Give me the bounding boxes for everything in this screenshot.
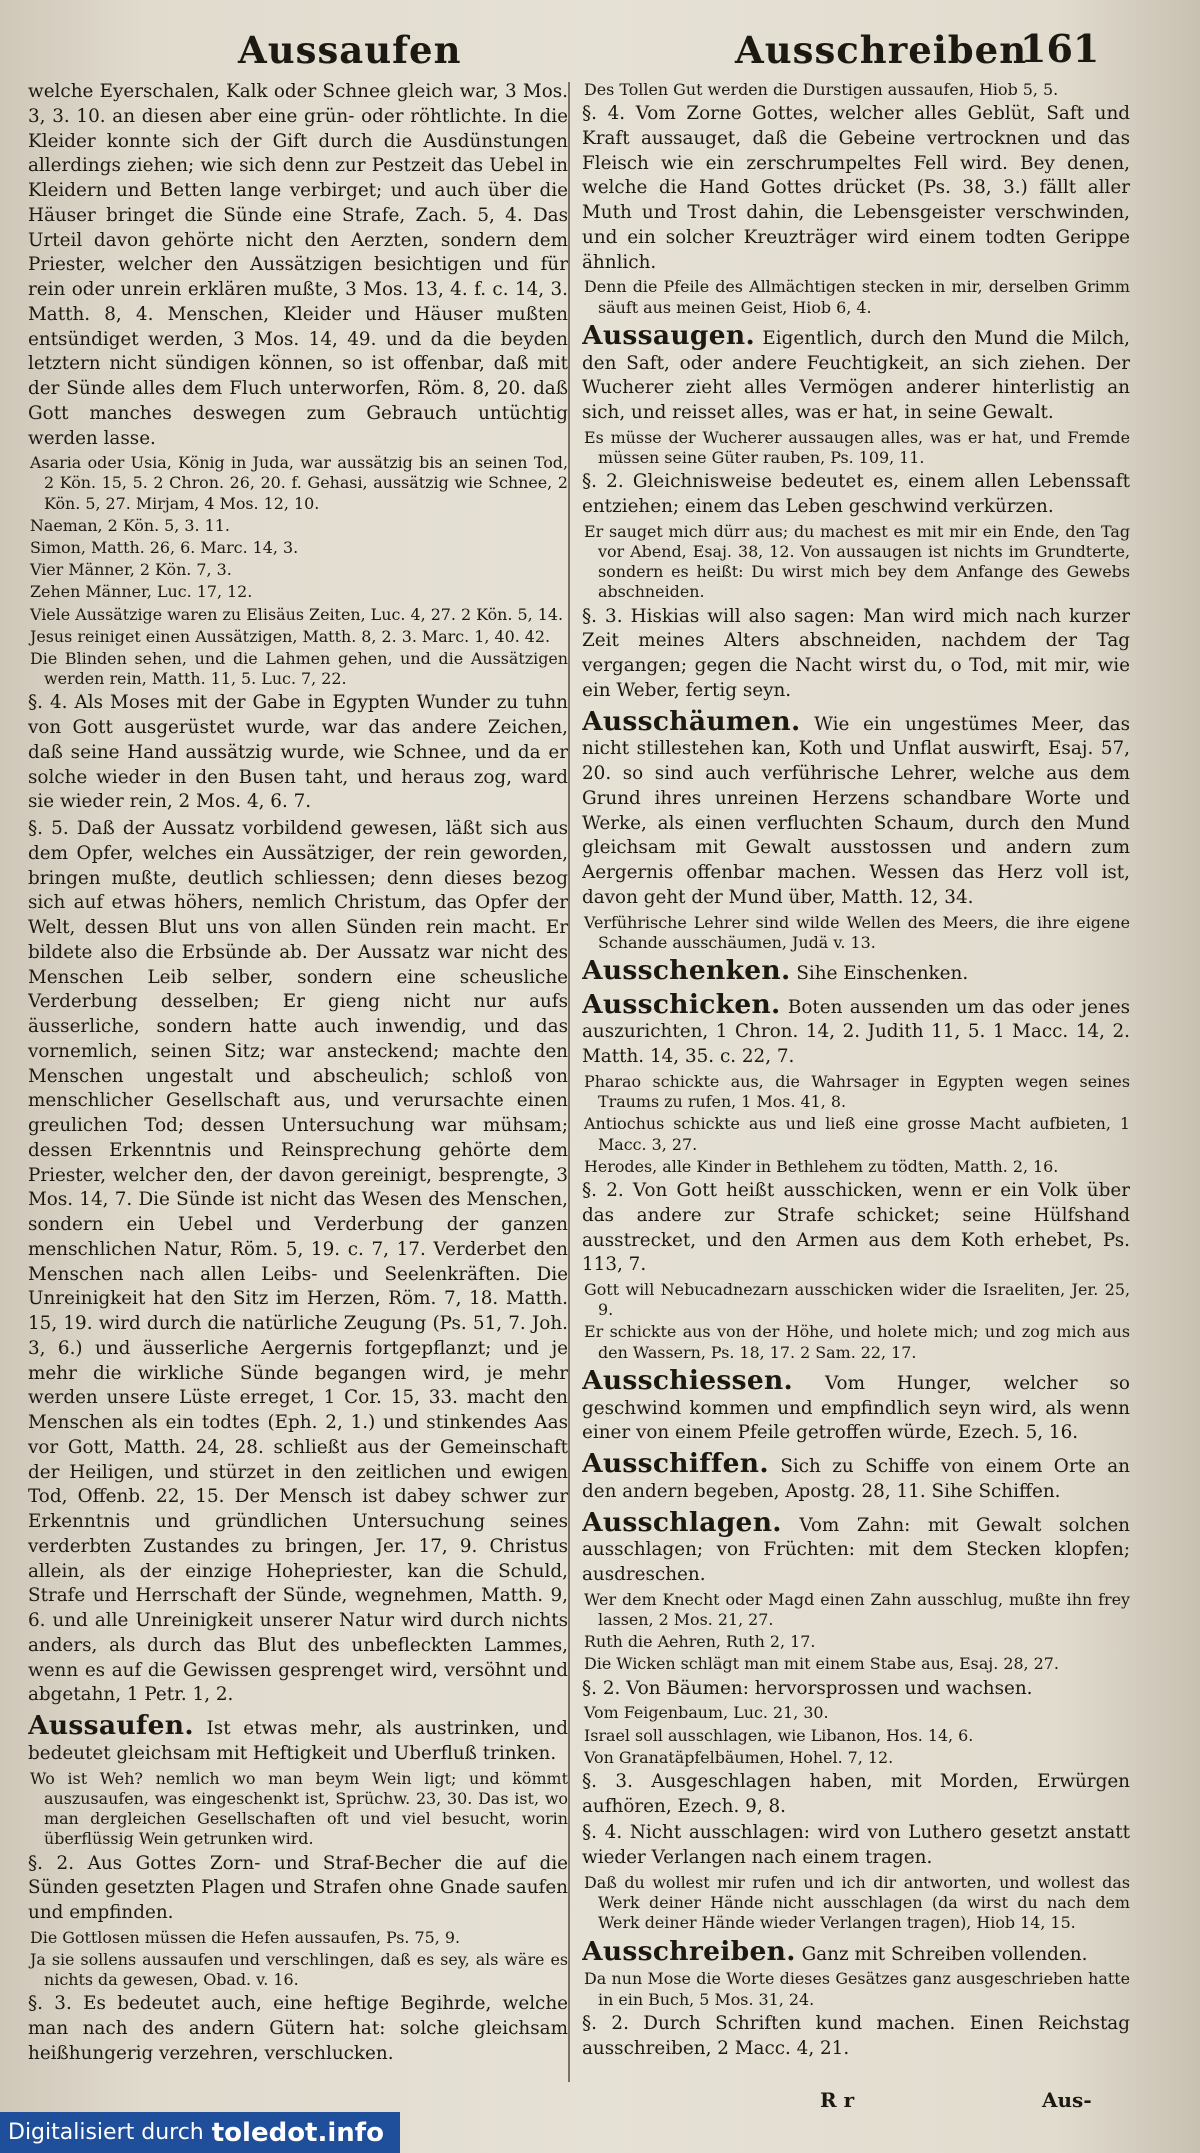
- entry-headword: Ausschenken.: [582, 954, 791, 986]
- dictionary-entry: [582, 1448, 1130, 1505]
- dictionary-entry: [582, 954, 1130, 987]
- entry-headword: Ausschiessen.: [582, 1364, 794, 1396]
- bible-citation: Ruth die Aehren, Ruth 2, 17.: [584, 1632, 816, 1652]
- entry-definition: Vom Hunger, welcher so geschwind kommen und empfindlich seyn wird, als wenn einer von einem Pfeile getroffen würde, Ezech. 5, 16.: [582, 1372, 1130, 1444]
- body-paragraph: §. 3. Ausgeschlagen haben, mit Morden, Erwürgen aufhören, Ezech. 9, 8.: [582, 1770, 1130, 1817]
- bible-citation: Wer dem Knecht oder Magd einen Zahn ausschlug, mußte ihn frey lassen, 2 Mos. 21, 27.: [584, 1589, 1130, 1630]
- bible-citation: Da nun Mose die Worte dieses Gesätzes ganz ausgeschrieben hatte in ein Buch, 5 Mos. 31, 24.: [584, 1969, 1130, 2009]
- dictionary-entry: [582, 1364, 1130, 1446]
- entry-definition: Sich zu Schiffe von einem Orte an den andern begeben, Apostg. 28, 11. Sihe Schiffen.: [582, 1456, 1130, 1502]
- body-paragraph: §. 2. Aus Gottes Zorn- und Straf-Becher die auf die Sünden gesetzten Plagen und Strafen ohne Gnade saufen und empfinden.: [28, 1852, 568, 1924]
- bible-citation: Die Gottlosen müssen die Hefen aussaufen, Ps. 75, 9.: [30, 1927, 461, 1947]
- dictionary-entry: [28, 1710, 568, 1767]
- bible-citation: Simon, Matth. 26, 6. Marc. 14, 3.: [30, 538, 299, 558]
- bible-citation: Es müsse der Wucherer aussaugen alles, was er hat, und Fremde müssen seine Güter rauben, Ps. 109, 11.: [584, 427, 1130, 468]
- body-paragraph: §. 4. Als Moses mit der Gabe in Egypten Wunder zu tuhn von Gott ausgerüstet wurde, war das andere Zeichen, daß seine Hand aussätzig wurde, wie Schnee, und da er solche wieder in den Busen taht, und heraus zog, ward sie wieder rein, 2 Mos. 4, 6. 7.: [28, 692, 568, 813]
- body-paragraph: §. 3. Hiskias will also sagen: Man wird mich nach kurzer Zeit meines Alters abschneiden, nachdem der Tag vergangen; gegen die Nacht wirst du, o Tod, mit mir, wie ein Weber, fertig seyn.: [582, 605, 1130, 701]
- dictionary-entry: [582, 1506, 1130, 1588]
- entry-headword: Aussaugen.: [582, 319, 755, 351]
- bible-citation: Die Wicken schlägt man mit einem Stabe aus, Esaj. 28, 27.: [584, 1654, 1059, 1674]
- catchword: Aus-: [1042, 2088, 1092, 2112]
- digitization-watermark: [0, 2112, 400, 2153]
- body-paragraph: welche Eyerschalen, Kalk oder Schnee gleich war, 3 Mos. 3, 3. 10. an diesen aber eine grün- oder röhtlichte. In die Kleider konnte sich der Gift durch die Ausdünstungen allerdings ziehen; wie sich denn zur Pestzeit das Uebel in Kleidern und Betten lange verbirget; und auch über die Häuser bringet die Sünde eine Strafe, Zach. 5, 4. Das Urteil davon gehörte nicht den Aerzten, sondern dem Priester, welcher den Aussätzigen besichtigen und für rein oder unrein erklären mußte, 3 Mos. 13, 4. f. c. 14, 3. Matth. 8, 4. Menschen, Kleider und Häuser mußten entsündiget werden, 3 Mos. 14, 49. und da die beyden letztern nicht sündigen können, so ist offenbar, daß mit der Sünde alles dem Fluch unterworfen, Röm. 8, 20. daß Gott manches deswegen zum Gebrauch untüchtig werden lasse.: [28, 81, 568, 449]
- bible-citation: Jesus reiniget einen Aussätzigen, Matth. 8, 2. 3. Marc. 1, 40. 42.: [30, 626, 551, 646]
- bible-citation: Er sauget mich dürr aus; du machest es mit mir ein Ende, den Tag vor Abend, Esaj. 38, 12. Von aussaugen ist nichts im Grundterte, sondern es heißt: Du wirst mich bey dem Anfange des Gewebs abschneiden.: [584, 521, 1130, 602]
- bible-citation: Daß du wollest mir rufen und ich dir antworten, und wollest das Werk deiner Hände nicht ausschlagen (da wirst du nach dem Werk deiner Hände wieder Verlangen tragen), Hiob 14, 15.: [584, 1872, 1130, 1933]
- bible-citation: Israel soll ausschlagen, wie Libanon, Hos. 14, 6.: [584, 1725, 974, 1745]
- dictionary-entry: [582, 705, 1130, 911]
- bible-citation: Pharao schickte aus, die Wahrsager in Egypten wegen seines Traums zu rufen, 1 Mos. 41, 8.: [584, 1071, 1130, 1112]
- entry-definition: Wie ein ungestümes Meer, das nicht stillestehen kan, Koth und Unflat auswirft, Esaj. 57, 20. so sind auch verführische Lehrer, welche aus dem Grund ihres unreinen Herzens schandbare Worte und Werke, als einen verfluchten Schaum, durch den Mund gleichsam mit Gewalt ausstossen und andern zum Aergernis offenbar machen. Wessen das Herz voll ist, davon geht der Mund über, Matth. 12, 34.: [582, 713, 1130, 908]
- entry-definition: Vom Zahn: mit Gewalt solchen ausschlagen; von Früchten: mit dem Stecken klopfen; ausdreschen.: [582, 1514, 1130, 1586]
- body-paragraph: §. 2. Gleichnisweise bedeutet es, einem allen Lebenssaft entziehen; einem das Leben geschwind verkürzen.: [582, 471, 1130, 518]
- watermark-prefix: Digitalisiert durch: [8, 2120, 204, 2145]
- entry-definition: Boten aussenden um das oder jenes auszurichten, 1 Chron. 14, 2. Judith 11, 5. 1 Macc. 14, 2. Matth. 14, 35. c. 22, 7.: [582, 996, 1130, 1068]
- body-paragraph: §. 5. Daß der Aussatz vorbildend gewesen, läßt sich aus dem Opfer, welches ein Aussätziger, der rein geworden, bringen mußte, deutlich schliessen; denn dieses bezog sich auf etwas höhers, nemlich Christum, das Opfer der Welt, dessen Blut uns von allen Sünden rein macht. Er bildete also die Erbsünde ab. Der Aussatz war nicht des Menschen Leib selber, sondern eine scheusliche Verderbung desselben; Er gieng nicht nur aufs äusserliche, sondern hatte auch inwendig, und das vornemlich, seinen Sitz; war ansteckend; machte den Menschen ungestalt und abscheulich; schloß von menschlicher Gesellschaft aus, und verursachte einen greulichen Tod; dessen Untersuchung war mühsam; dessen Erkenntnis und Reinsprechung gehörte dem Priester, welcher den, der davon gereinigt, besprengte, 3 Mos. 14, 7. Die Sünde ist nicht das Wesen des Menschen, sondern ein Uebel und Verderbung der ganzen menschlichen Natur, Röm. 5, 19. c. 7, 17. Verderbet den Menschen nach allen Leibs- und Seelenkräften. Die Unreinigkeit hat den Sitz im Herzen, Röm. 7, 18. Matth. 15, 19. wird durch die natürliche Zeugung (Ps. 51, 7. Joh. 3, 6.) und äusserliche Aergernis fortgepflanzt; und je mehr die wirkliche Sünde begangen wird, je mehr werden unsere Lüste erreget, 1 Cor. 15, 33. macht den Menschen als ein todtes (Eph. 2, 1.) und stinkendes Aas vor Gott, Matth. 24, 28. schließt aus der Gemeinschaft der Heiligen, und stürzet in den zeitlichen und ewigen Tod, Offenb. 22, 15. Der Mensch ist dabey schwer zur Erkenntnis und gründlichen Untersuchung seines verderbten Zustandes zu bringen, Jer. 17, 9. Christus allein, als der einzige Hohepriester, kan die Schuld, Strafe und Herrschaft der Sünde, wegnehmen, Matth. 9, 6. und alle Unreinigkeit unserer Natur wird durch nichts anders, als durch das Blut des unbefleckten Lammes, wenn es auf die Gewissen gesprenget wird, versöhnt und abgetahn, 1 Petr. 1, 2.: [28, 818, 568, 1706]
- bible-citation: Naeman, 2 Kön. 5, 3. 11.: [30, 515, 230, 535]
- bible-citation: Viele Aussätzige waren zu Elisäus Zeiten, Luc. 4, 27. 2 Kön. 5, 14.: [30, 604, 564, 624]
- entry-headword: Aussaufen.: [28, 1710, 194, 1742]
- bible-citation: Asaria oder Usia, König in Juda, war aussätzig bis an seinen Tod, 2 Kön. 15, 5. 2 Chron. 26, 20. f. Gehasi, aussätzig wie Schnee, 2 Kön. 5, 27. Mirjam, 4 Mos. 12, 10.: [30, 453, 568, 513]
- body-paragraph: §. 2. Durch Schriften kund machen. Einen Reichstag ausschreiben, 2 Macc. 4, 21.: [582, 2012, 1130, 2059]
- dictionary-entry: [582, 319, 1130, 426]
- watermark-brand: toledot.info: [211, 2117, 384, 2148]
- bible-citation: Denn die Pfeile des Allmächtigen stecken in mir, derselben Grimm säuft aus meinen Geist, Hiob 6, 4.: [584, 277, 1130, 317]
- entry-definition: Ganz mit Schreiben vollenden.: [801, 1943, 1088, 1965]
- bible-citation: Des Tollen Gut werden die Durstigen aussaufen, Hiob 5, 5.: [584, 80, 1059, 99]
- body-paragraph: §. 3. Es bedeutet auch, eine heftige Begihrde, welche man nach des andern Gütern hat: solche gleichsam heißhungerig verzehren, verschlucken.: [28, 1993, 568, 2064]
- running-head-middle: Ausschreiben: [735, 28, 1028, 72]
- bible-citation: Vom Feigenbaum, Luc. 21, 30.: [584, 1703, 829, 1723]
- bible-citation: Herodes, alle Kinder in Bethlehem zu tödten, Matth. 2, 16.: [584, 1156, 1059, 1176]
- body-paragraph: §. 2. Von Gott heißt ausschicken, wenn er ein Volk über das andere zur Strafe schicket; seine Hülfshand ausstrecket, und den Armen aus dem Koth erhebet, Ps. 113, 7.: [582, 1180, 1130, 1276]
- page-number: 161: [1020, 26, 1100, 71]
- entry-headword: Ausschiffen.: [582, 1448, 769, 1480]
- entry-headword: Ausschlagen.: [582, 1506, 782, 1538]
- bible-citation: Vier Männer, 2 Kön. 7, 3.: [30, 560, 232, 580]
- bible-citation: Zehen Männer, Luc. 17, 12.: [30, 582, 253, 602]
- left-column: [28, 80, 568, 2080]
- body-paragraph: §. 2. Von Bäumen: hervorsprossen und wachsen.: [582, 1677, 1033, 1699]
- entry-definition: Ist etwas mehr, als austrinken, und bedeutet gleichsam mit Heftigkeit und Uberfluß trinken.: [28, 1718, 568, 1764]
- bible-citation: Die Blinden sehen, und die Lahmen gehen, und die Aussätzigen werden rein, Matth. 11, 5. Luc. 7, 22.: [30, 649, 568, 689]
- dictionary-entry: [582, 988, 1130, 1070]
- signature-mark: R r: [820, 2088, 855, 2112]
- running-head-left: Aussaufen: [238, 28, 462, 72]
- entry-headword: Ausschicken.: [582, 988, 781, 1020]
- bible-citation: Er schickte aus von der Höhe, und holete mich; und zog mich aus den Wassern, Ps. 18, 17. 2 Sam. 22, 17.: [584, 1322, 1130, 1362]
- bible-citation: Gott will Nebucadnezarn ausschicken wider die Israeliten, Jer. 25, 9.: [584, 1280, 1130, 1320]
- body-paragraph: §. 4. Nicht ausschlagen: wird von Luthero gesetzt anstatt wieder Verlangen nach einem tragen.: [582, 1822, 1130, 1869]
- body-paragraph: §. 4. Vom Zorne Gottes, welcher alles Geblüt, Saft und Kraft aussauget, daß die Gebeine vertrocknen und das Fleisch wie ein zerschrumpeltes Fell wird. Bey denen, welche die Hand Gottes drücket (Ps. 38, 3.) fällt aller Muth und Trost dahin, die Lebensgeister verschwinden, und ein solcher Kreuzträger wird einem todten Gerippe ähnlich.: [582, 103, 1130, 273]
- bible-citation: Ja sie sollens aussaufen und verschlingen, daß es sey, als wäre es nichts da gewesen, Obad. v. 16.: [30, 1950, 568, 1990]
- bible-citation: Wo ist Weh? nemlich wo man beym Wein ligt; und kömmt auszusaufen, was eingeschenkt ist, Sprüchw. 23, 30. Das ist, wo man dergleichen Gesellschaften oft und viel besucht, worin überflüssig Wein getrunken wird.: [30, 1768, 568, 1849]
- running-head: [0, 20, 1200, 80]
- dictionary-entry: [582, 1935, 1130, 1968]
- bible-citation: Verführische Lehrer sind wilde Wellen des Meers, die ihre eigene Schande ausschäumen, Judä v. 13.: [584, 912, 1130, 952]
- column-rule: [568, 82, 570, 2082]
- entry-definition: Eigentlich, durch den Mund die Milch, den Saft, oder andere Feuchtigkeit, an sich ziehen. Der Wucherer zieht alles Vermögen anderer hinterlistig an sich, und reisset alles, was er hat, in seine Gewalt.: [582, 327, 1130, 424]
- entry-headword: Ausschäumen.: [582, 705, 801, 737]
- right-column: [582, 80, 1130, 2080]
- entry-definition: Sihe Einschenken.: [796, 962, 969, 984]
- entry-headword: Ausschreiben.: [582, 1935, 796, 1967]
- bible-citation: Von Granatäpfelbäumen, Hohel. 7, 12.: [584, 1747, 894, 1767]
- bible-citation: Antiochus schickte aus und ließ eine grosse Macht aufbieten, 1 Macc. 3, 27.: [584, 1114, 1130, 1154]
